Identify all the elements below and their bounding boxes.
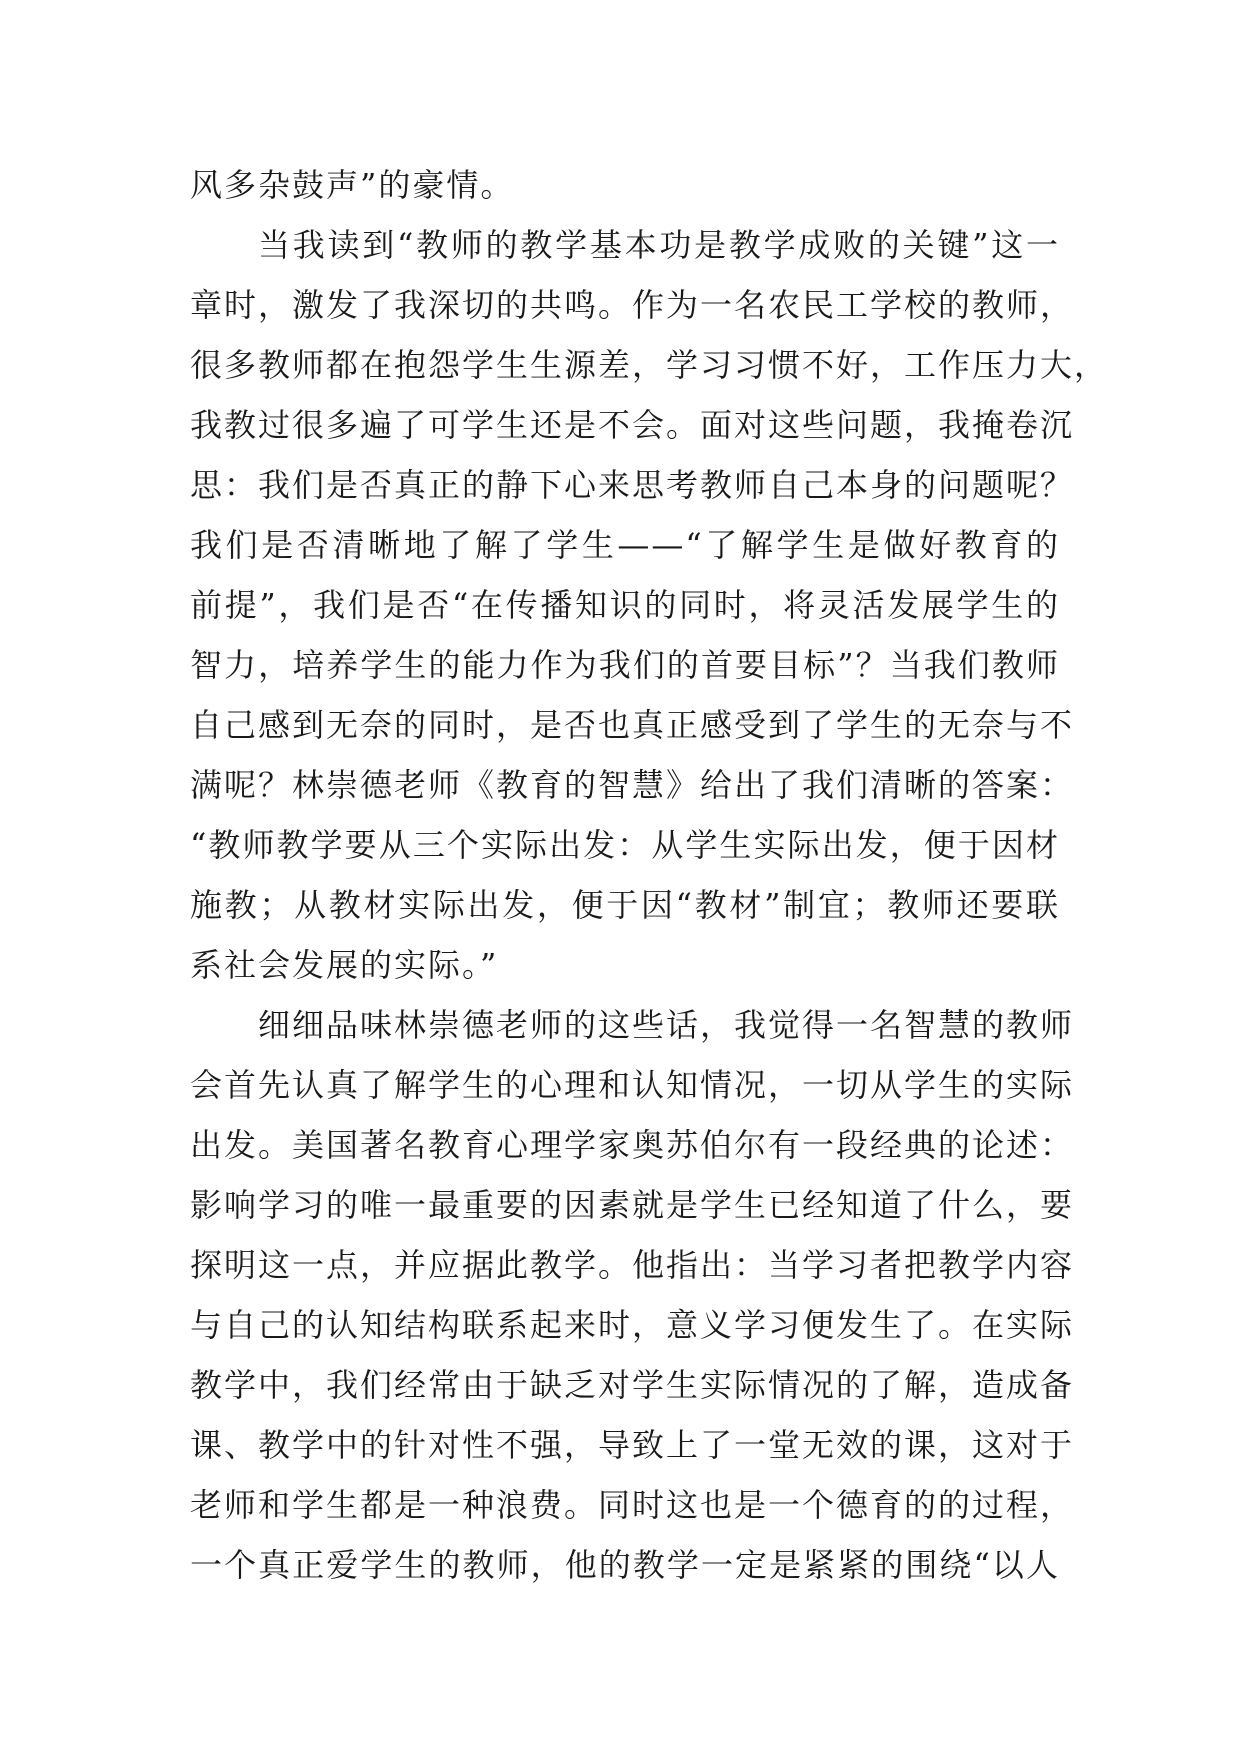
text-line: 我们是否清晰地了解了学生——“了解学生是做好教育的 — [190, 526, 1060, 564]
text-line: 自己感到无奈的同时，是否也真正感受到了学生的无奈与不 — [190, 706, 1075, 744]
text-line: 我教过很多遍了可学生还是不会。面对这些问题，我掩卷沉 — [190, 406, 1075, 444]
text-line: 满呢？林崇德老师《教育的智慧》给出了我们清晰的答案： — [190, 766, 1075, 804]
text-line: 老师和学生都是一种浪费。同时这也是一个德育的的过程， — [190, 1486, 1075, 1524]
text-line: 课、教学中的针对性不强，导致上了一堂无效的课，这对于 — [190, 1426, 1075, 1464]
text-line: 前提”，我们是否“在传播知识的同时，将灵活发展学生的 — [190, 586, 1060, 624]
text-line: 会首先认真了解学生的心理和认知情况，一切从学生的实际 — [190, 1066, 1075, 1104]
text-line: 系社会发展的实际。” — [190, 946, 499, 984]
text-line: 影响学习的唯一最重要的因素就是学生已经知道了什么，要 — [190, 1186, 1075, 1224]
text-line: 一个真正爱学生的教师，他的教学一定是紧紧的围绕“以人 — [190, 1546, 1060, 1584]
text-line: 出发。美国著名教育心理学家奥苏伯尔有一段经典的论述： — [190, 1126, 1075, 1164]
text-line: 当我读到“教师的教学基本功是教学成败的关键”这一 — [258, 226, 1060, 264]
body-text — [190, 155, 1109, 1595]
text-line: “教师教学要从三个实际出发：从学生实际出发，便于因材 — [190, 826, 1060, 864]
text-line: 细细品味林崇德老师的这些话，我觉得一名智慧的教师 — [258, 1006, 1075, 1044]
text-line: 教学中，我们经常由于缺乏对学生实际情况的了解，造成备 — [190, 1366, 1075, 1404]
text-line: 思：我们是否真正的静下心来思考教师自己本身的问题呢？ — [190, 466, 1075, 504]
text-line: 智力，培养学生的能力作为我们的首要目标”？当我们教师 — [190, 646, 1060, 684]
text-line: 探明这一点，并应据此教学。他指出：当学习者把教学内容 — [190, 1246, 1075, 1284]
text-line: 章时，激发了我深切的共鸣。作为一名农民工学校的教师， — [190, 286, 1075, 324]
text-line: 与自己的认知结构联系起来时，意义学习便发生了。在实际 — [190, 1306, 1075, 1344]
text-line: 施教；从教材实际出发，便于因“教材”制宜；教师还要联 — [190, 886, 1060, 924]
text-line: 风多杂鼓声”的豪情。 — [190, 166, 515, 204]
text-line: 很多教师都在抱怨学生生源差，学习习惯不好，工作压力大， — [190, 346, 1109, 384]
